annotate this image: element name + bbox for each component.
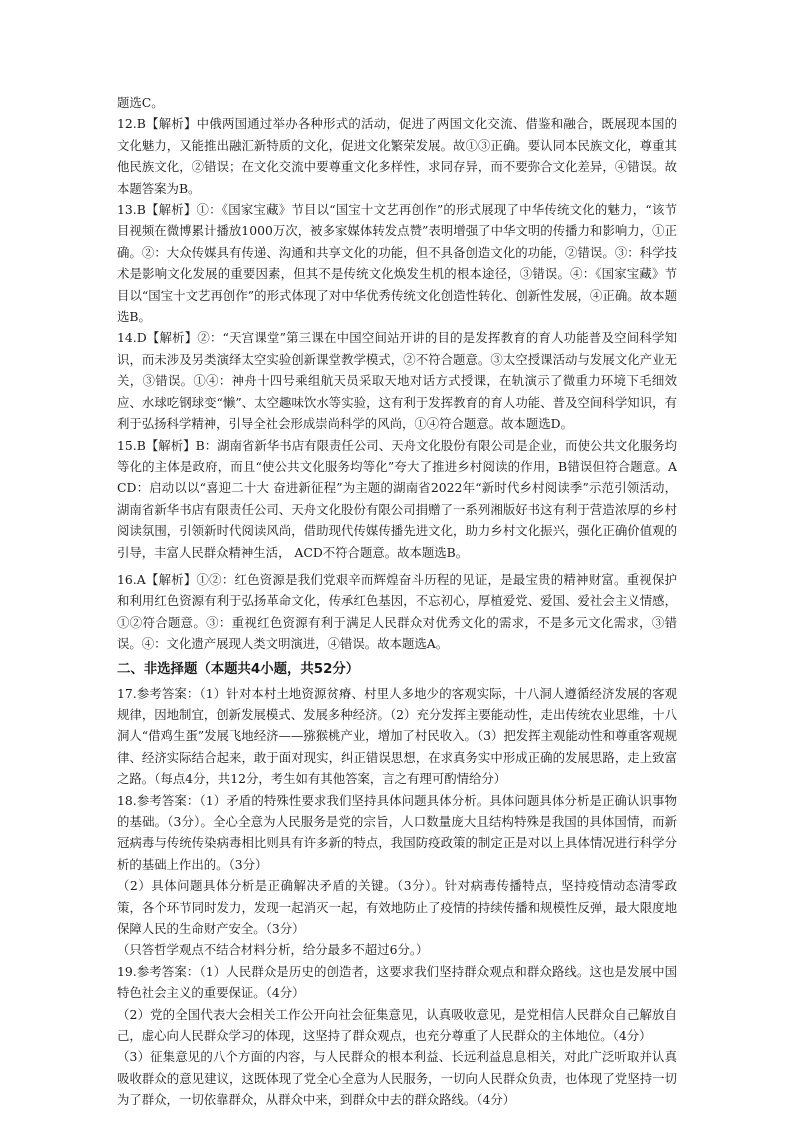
answer-19-part2: （2）党的全国代表大会相关工作公开向社会征集意见，认真吸收意见，是党相信人民群众自己解放自己，虚心向人民群众学习的体现，这坚持了群众观点，也充分尊重了人民群众的主体地位。（4分）: [117, 1006, 677, 1044]
answer-15: 15.B【解析】B：湖南省新华书店有限责任公司、天舟文化股份有限公司是企业，而使公共文化服务均等化的主体是政府，而且“使公共文化服务均等化”夸大了推进乡村阅读的作用，B错误但符合题意。ACD：启动以以“喜迎二十大 奋进新征程”为主题的湖南省2022年“新时代乡村阅读季”示范引领活动，湖南省新华书店有限责任公司、天舟文化股份有限公司捐赠了一系列湘版好书这有利于营造浓厚的乡村阅读氛围，引领新时代阅读风尚，借助现代传媒传播先进文化，助力乡村文化振兴，强化正确价值观的引导，丰富人民群众精神生活， ACD不符合题意。故本题选B。: [117, 437, 677, 560]
answer-16: 16.A【解析】①②：红色资源是我们党艰辛而辉煌奋斗历程的见证，是最宝贵的精神财富。重视保护和利用红色资源有利于弘扬革命文化，传承红色基因，不忘初心，厚植爱党、爱国、爱社会主义情感，①②符合题意。③：重视红色资源有利于满足人民群众对优秀文化的需求，不是多元文化需求，③错误。④：文化遗产展现人类文明演进，④错误。故本题选A。: [117, 571, 677, 652]
answer-page: [117, 92, 677, 1111]
section-heading-non-choice: 二、非选择题（本题共4小题，共52分）: [117, 661, 360, 677]
answer-13: 13.B【解析】①：《国家宝藏》节目以“国宝十文艺再创作”的形式展现了中华传统文化的魅力，“该节目视频在微博累计播放1000万次，被多家媒体转发点赞”表明增强了中华文明的传播力和影响力，①正确。②：大众传媒具有传递、沟通和共享文化的功能，但不具备创造文化的功能，②错误。③：科学技术是影响文化发展的重要因素，但其不是传统文化焕发生机的根本途径，③错误。④：《国家宝藏》节目以“国宝十文艺再创作”的形式体现了对中华优秀传统文化创造性转化、创新性发展，④正确。故本题选B。: [117, 202, 677, 325]
answer-18-part2: （2）具体问题具体分析是正确解决矛盾的关键。（3分）。针对病毒传播特点，坚持疫情动态清零政策，各个环节同时发力，发现一起消灭一起，有效地防止了疫情的持续传播和规模性反弹，最大限度地保障人民的生命财产安全。（3分）: [117, 878, 677, 937]
answer-18-part1: 18.参考答案：（1）矛盾的特殊性要求我们坚持具体问题具体分析。具体问题具体分析是正确认识事物的基础。（3分）。全心全意为人民服务是党的宗旨，人口数量庞大且结构特殊是我国的具体国情，而新冠病毒与传统传染病毒相比则具有许多新的特点，我国防疫政策的制定正是对以上具体情况进行科学分析的基础上作出的。（3分）: [117, 792, 677, 872]
answer-12: 12.B【解析】中俄两国通过举办各种形式的活动，促进了两国文化交流、借鉴和融合，既展现本国的文化魅力，又能推出融汇新特质的文化，促进文化繁荣发展。故①③正确。要认同本民族文化，尊重其他民族文化，②错误；在文化交流中要尊重文化多样性，求同存异，而不要弥合文化差异，④错误。故本题答案为B。: [117, 116, 677, 196]
answer-18-note: （只答哲学观点不结合材料分析，给分最多不超过6分。）: [117, 942, 429, 958]
answer-19-part1: 19.参考答案：（1）人民群众是历史的创造者，这要求我们坚持群众观点和群众路线。这也是发展中国特色社会主义的重要保证。（4分）: [117, 963, 677, 1001]
answer-17: 17.参考答案：（1）针对本村土地资源贫瘠、村里人多地少的客观实际，十八洞人遵循经济发展的客观规律，因地制宜，创新发展模式、发展多种经济。（2）充分发挥主要能动性，走出传统农业思维，十八洞人“借鸡生蛋”发展飞地经济——猕猴桃产业，增加了村民收入。（3）把发挥主观能动性和尊重客观规律、经济实际结合起来，敢于面对现实，纠正错误思想，在求真务实中形成正确的发展思路，走上致富之路。（每点4分，共12分，考生如有其他答案，言之有理可酌情给分）: [117, 685, 677, 787]
answer-11-end: 题选C。: [117, 95, 164, 110]
answer-14: 14.D【解析】②：“天宫课堂”第三课在中国空间站开讲的目的是发挥教育的育人功能普及空间科学知识，而未涉及另类演绎太空实验创新课堂教学模式，②不符合题意。③太空授课活动与发展文化产业无关，③错误。①④：神舟十四号乘组航天员采取天地对话方式授课，在轨演示了微重力环境下毛细效应、水球吃钢球变“懒”、太空趣味饮水等实验，这有利于发挥教育的育人功能、普及空间科学知识，有利于弘扬科学精神，引导全社会形成崇尚科学的风尚，①④符合题意。故本题选D。: [117, 330, 677, 432]
answer-19-part3: （3）征集意见的八个方面的内容，与人民群众的根本利益、长远利益息息相关，对此广泛听取并认真吸收群众的意见建议，这既体现了党全心全意为人民服务，一切向人民群众负责，也体现了党坚持一切为了群众，一切依靠群众，从群众中来，到群众中去的群众路线。（4分）: [117, 1049, 677, 1108]
